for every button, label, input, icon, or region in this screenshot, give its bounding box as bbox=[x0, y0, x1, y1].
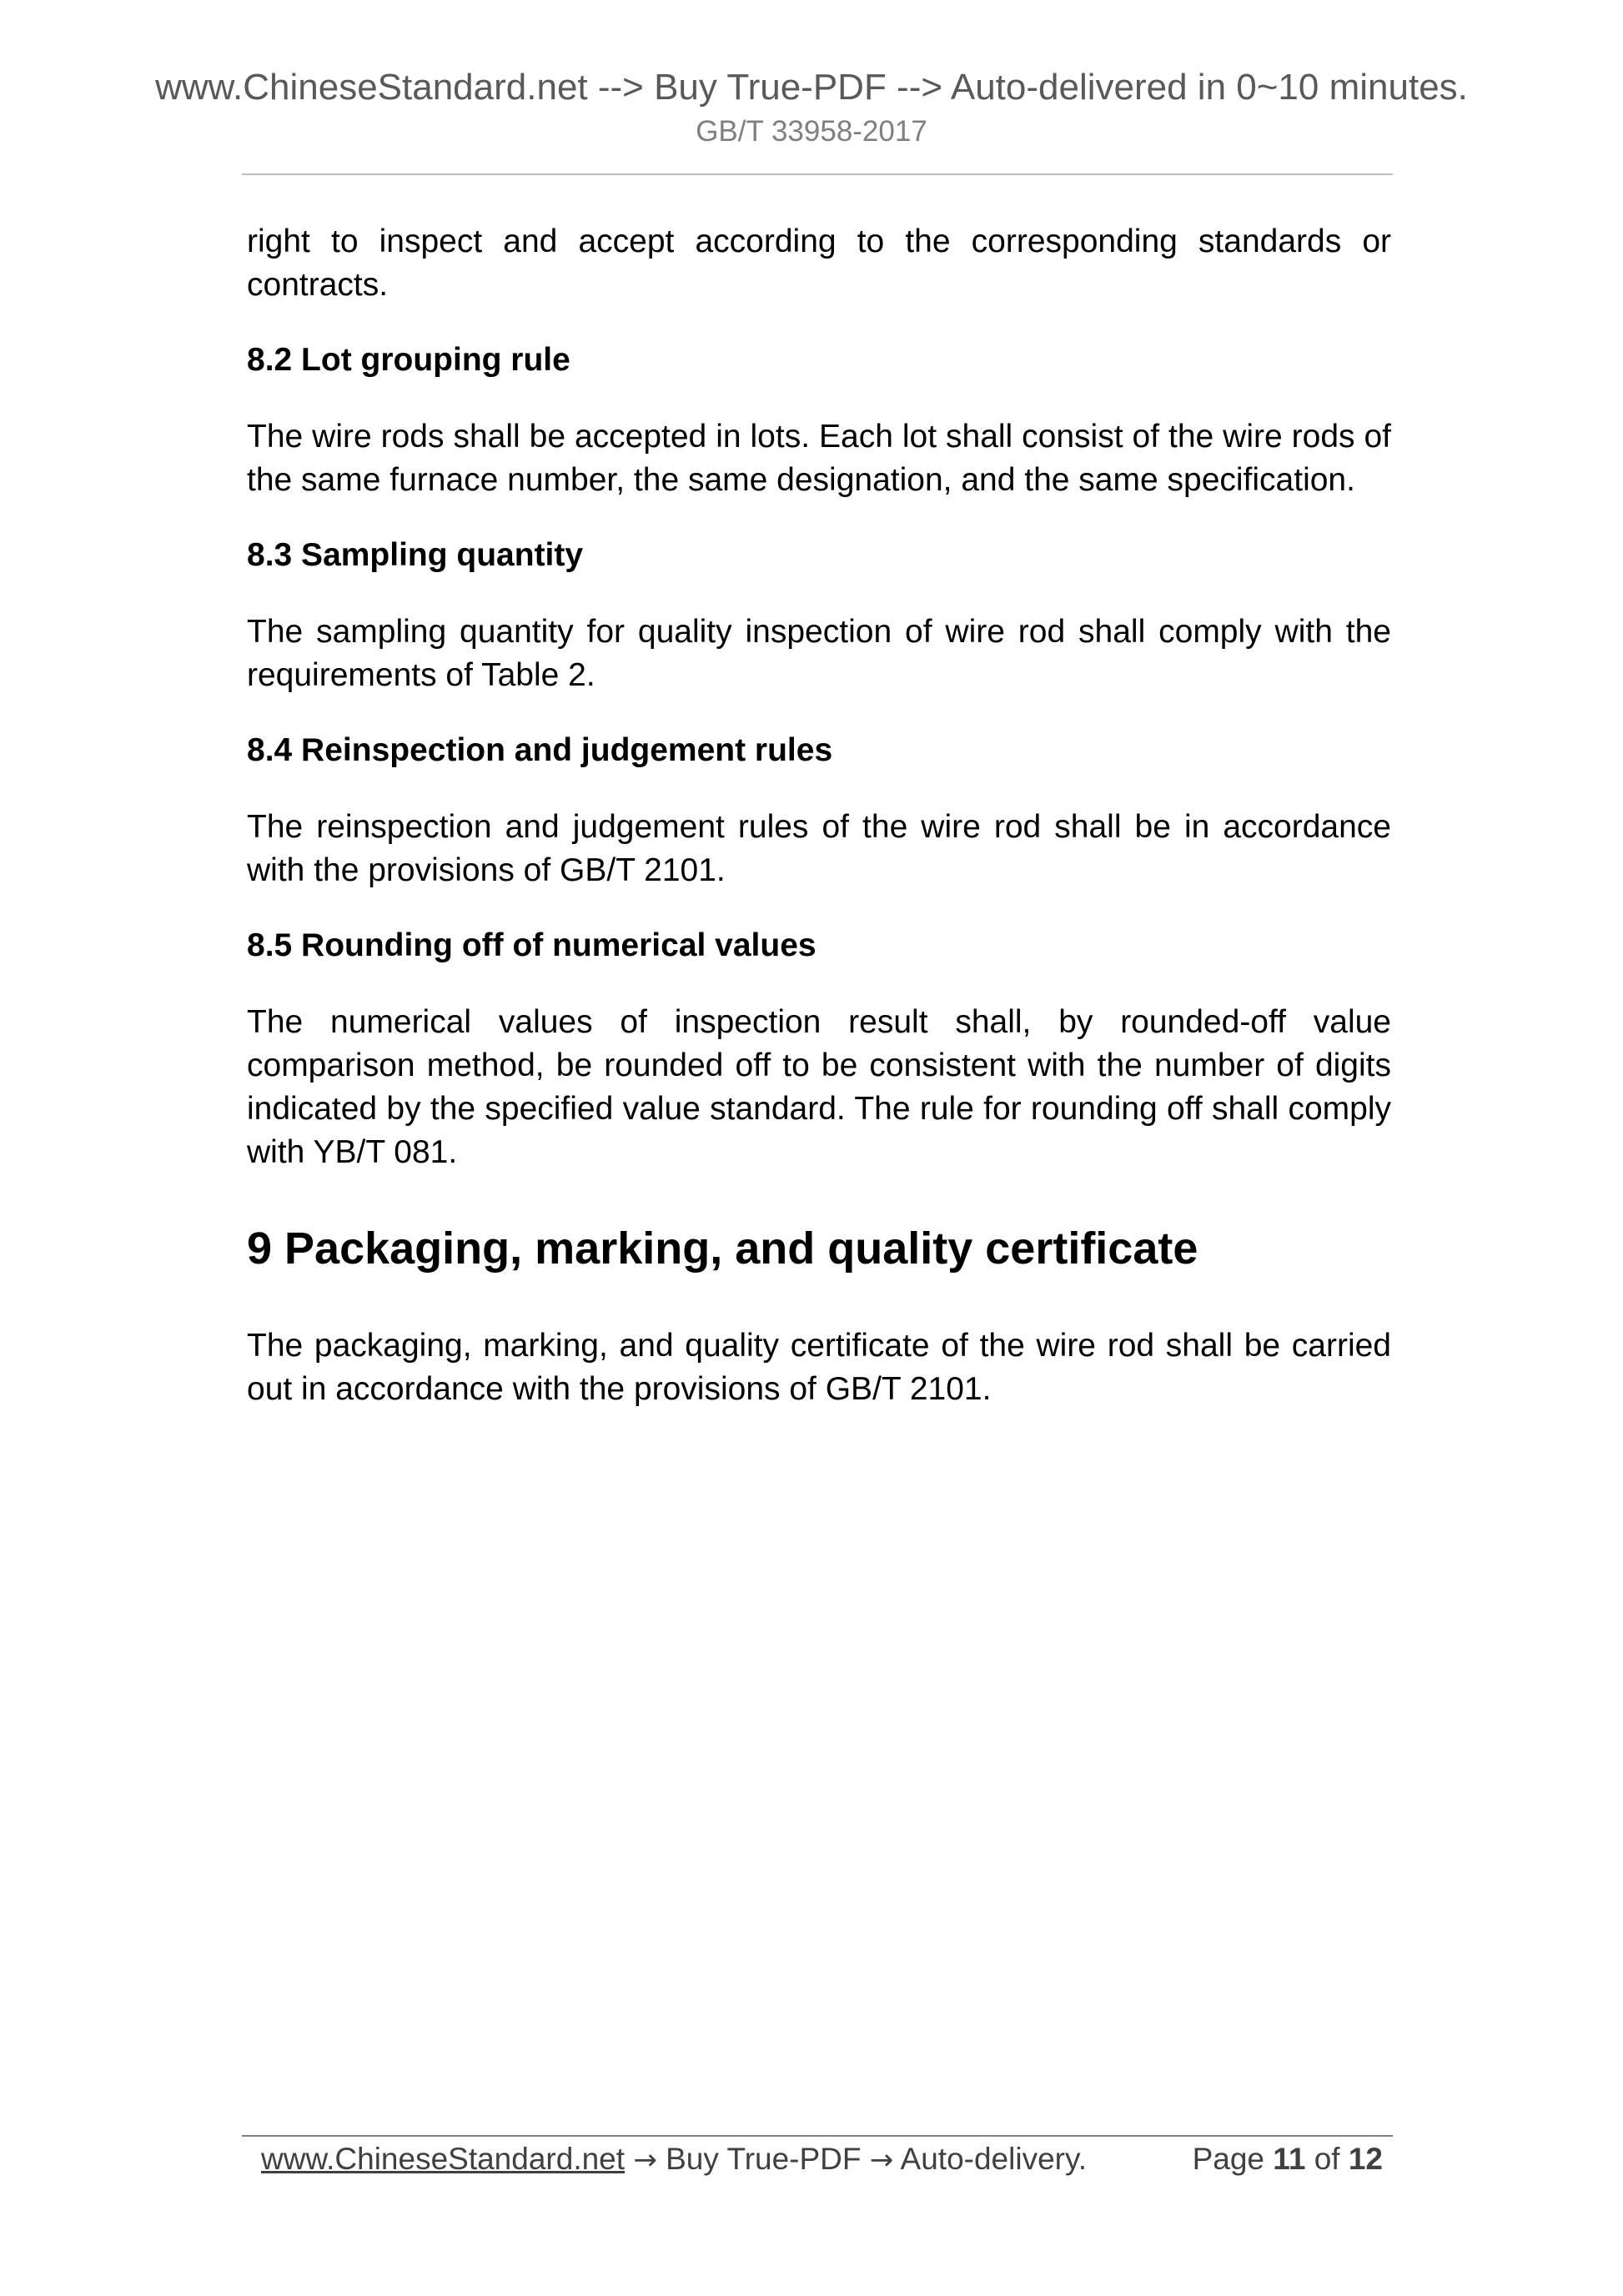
page-word: Page bbox=[1192, 2142, 1265, 2176]
footer-buy-text: Buy True-PDF bbox=[666, 2142, 862, 2176]
footer-site-link[interactable]: www.ChineseStandard.net bbox=[261, 2142, 626, 2176]
section-heading-8-3: 8.3 Sampling quantity bbox=[247, 537, 584, 573]
page-header bbox=[0, 65, 1623, 150]
continuation-paragraph: right to inspect and accept according to the corresponding standards or contracts. bbox=[247, 224, 1391, 303]
header-divider bbox=[242, 173, 1393, 175]
page-footer bbox=[261, 2135, 1383, 2183]
chapter-heading-9: 9 Packaging, marking, and quality certificate bbox=[247, 1223, 1198, 1274]
chapter-paragraph-9: The packaging, marking, and quality certificate of the wire rod shall be carried out in accordance with the provisions of GB/T 2101. bbox=[247, 1328, 1391, 1407]
section-paragraph-8-2: The wire rods shall be accepted in lots. Each lot shall consist of the wire rods of the same furnace number, the same designation, and the same specification. bbox=[247, 419, 1391, 498]
page-number bbox=[1193, 2142, 1383, 2177]
section-heading-8-4: 8.4 Reinspection and judgement rules bbox=[247, 732, 833, 768]
footer-delivery-text: Auto-delivery. bbox=[900, 2142, 1088, 2176]
section-paragraph-8-4: The reinspection and judgement rules of the wire rod shall be in accordance with the provisions of GB/T 2101. bbox=[247, 809, 1391, 888]
section-paragraph-8-3: The sampling quantity for quality inspection of wire rod shall comply with the requirements of Table 2. bbox=[247, 614, 1391, 693]
arrow-right-icon: → bbox=[869, 2143, 894, 2177]
of-word: of bbox=[1314, 2142, 1340, 2176]
standard-code: GB/T 33958-2017 bbox=[696, 115, 927, 148]
document-body bbox=[247, 220, 1391, 1411]
arrow-right-icon: → bbox=[633, 2143, 657, 2177]
section-heading-8-5: 8.5 Rounding off of numerical values bbox=[247, 927, 817, 963]
section-heading-8-2: 8.2 Lot grouping rule bbox=[247, 342, 570, 378]
header-banner: www.ChineseStandard.net --> Buy True-PDF --> Auto-delivered in 0~10 minutes. bbox=[155, 67, 1468, 108]
page-current: 11 bbox=[1273, 2142, 1306, 2176]
section-paragraph-8-5: The numerical values of inspection result shall, by rounded-off value comparison method, be rounded off to be consistent with the number of digits indicated by the specified value standard. The rule for rounding off shall comply with YB/T 081. bbox=[247, 1004, 1391, 1170]
footer-promo bbox=[261, 2142, 1087, 2177]
page-total: 12 bbox=[1348, 2142, 1383, 2176]
